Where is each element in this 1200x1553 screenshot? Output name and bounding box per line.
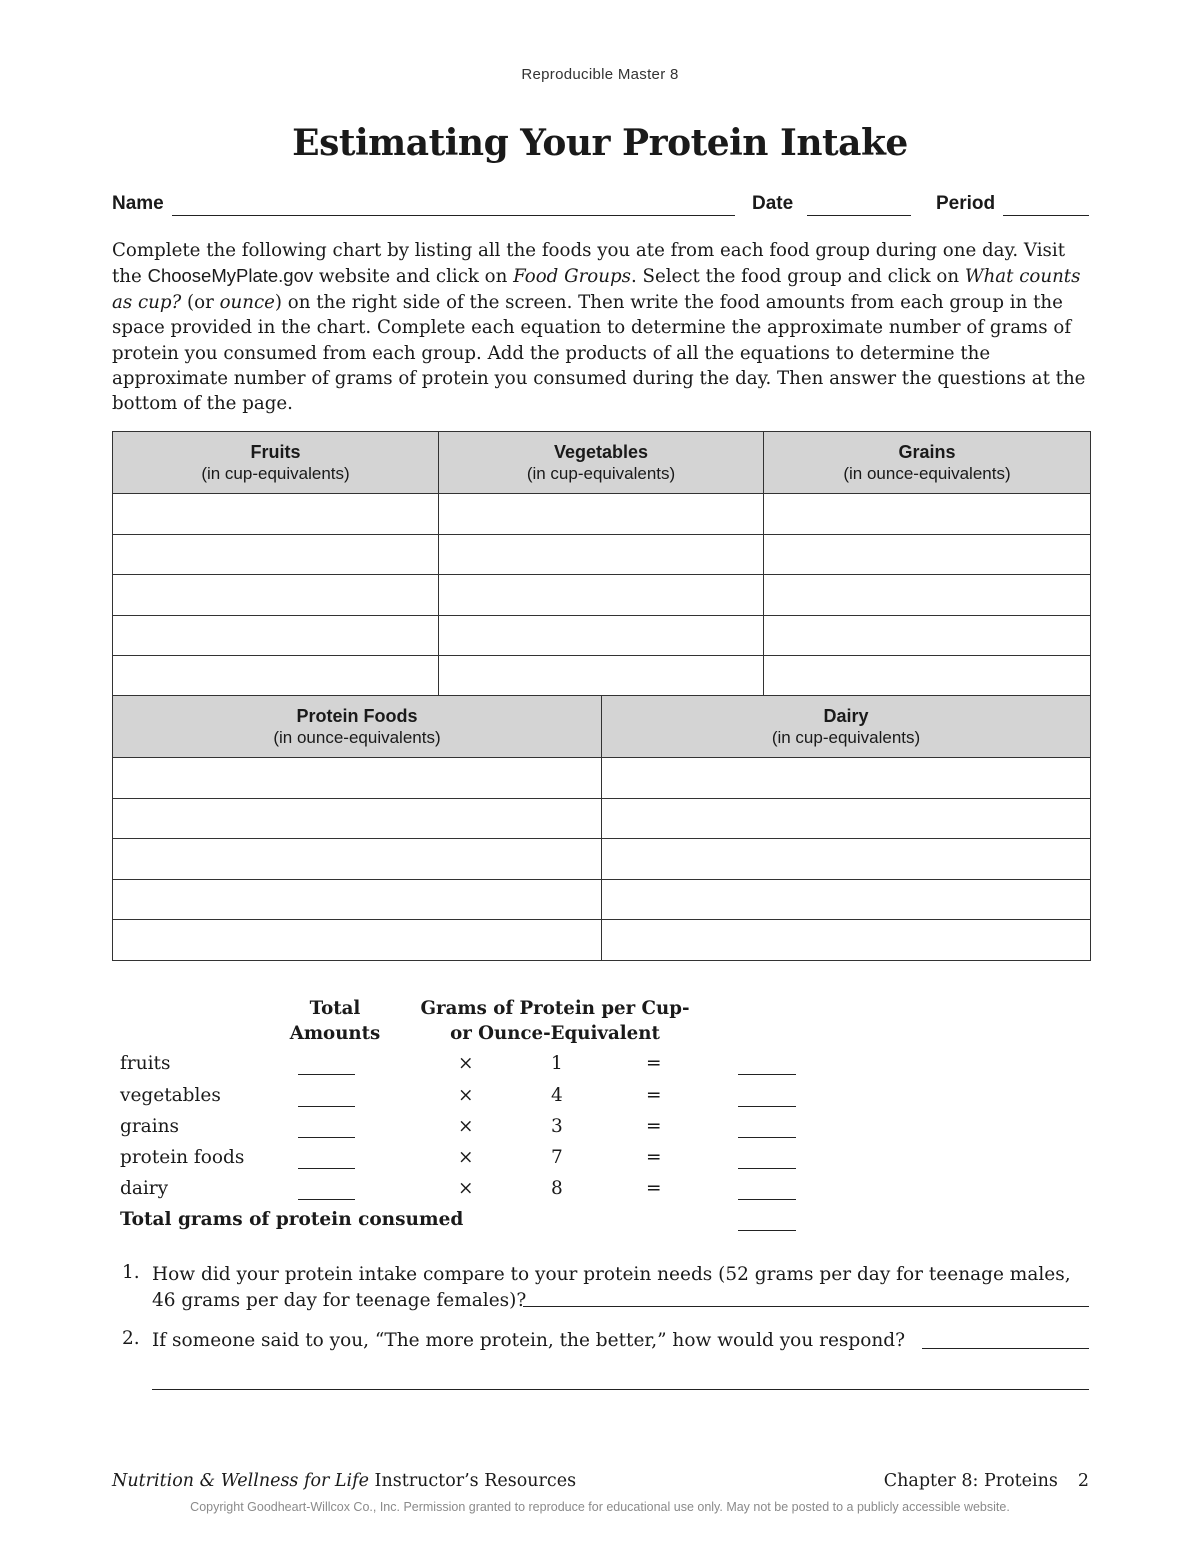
vegetables-cell[interactable] [439,534,764,575]
times-sign: × [458,1085,474,1106]
food-chart-bottom [112,695,1091,961]
protein-foods-result-blank[interactable] [738,1168,796,1169]
dairy-cell[interactable] [602,839,1091,880]
protein-foods-header: Protein Foods (in ounce-equivalents) [113,696,602,758]
footer-book-title: Nutrition & Wellness for Life Instructor’s Resources [112,1471,577,1491]
table-row [113,839,1091,880]
total-protein-label: Total grams of protein consumed [120,1209,464,1230]
master-label: Reproducible Master 8 [521,66,679,83]
instructions-text-5: ) on the right side of the screen. Then write the food amounts from each group in the space provided in the chart. Complete each equation to determine the approximate number of grams of protein you consumed from each group. Add the products of all the equations to determine the approximate number of grams of protein you consumed during the day. Then answer the questions at the bottom of the page. [112,291,1086,415]
website-name: ChooseMyPlate.gov [147,265,314,287]
times-sign: × [458,1178,474,1199]
total-amounts-header: Total Amounts [289,998,381,1044]
table-row [113,575,1091,616]
fruits-total-blank[interactable] [298,1074,355,1075]
vegetables-cell[interactable] [439,575,764,616]
date-field[interactable] [807,215,911,216]
protein-foods-cell[interactable] [113,839,602,880]
info-row [112,193,1089,219]
question-1-line-1: How did your protein intake compare to your protein needs (52 grams per day for teenage males, [152,1264,1071,1285]
protein-foods-cell[interactable] [113,758,602,799]
eq-label-protein-foods: protein foods [120,1147,245,1168]
protein-foods-total-blank[interactable] [298,1168,355,1169]
question-2-answer-line-2[interactable] [152,1389,1089,1390]
equals-sign: = [646,1085,662,1106]
page-number: 2 [1077,1471,1089,1491]
grains-cell[interactable] [764,494,1091,535]
period-field[interactable] [1003,215,1089,216]
protein-foods-cell[interactable] [113,798,602,839]
name-field[interactable] [172,215,735,216]
dairy-result-blank[interactable] [738,1199,796,1200]
grams-value: 3 [551,1116,563,1137]
period-label: Period [936,193,996,214]
dairy-cell[interactable] [602,879,1091,920]
vegetables-result-blank[interactable] [738,1106,796,1107]
table-row [113,534,1091,575]
table-row [113,758,1091,799]
question-2-answer-line[interactable] [922,1348,1089,1349]
grains-result-blank[interactable] [738,1137,796,1138]
vegetables-total-blank[interactable] [298,1106,355,1107]
page-title: Estimating Your Protein Intake [292,122,908,164]
grams-value: 1 [551,1053,563,1074]
grains-cell[interactable] [764,575,1091,616]
table-row [113,615,1091,656]
grains-cell[interactable] [764,656,1091,697]
instructions-text-3: . Select the food group and click on [630,266,965,288]
protein-foods-cell[interactable] [113,879,602,920]
question-1-line-2: 46 grams per day for teenage females)? [152,1290,527,1311]
ounce-term: ounce [219,291,275,313]
eq-label-fruits: fruits [120,1053,171,1074]
eq-label-grains: grains [120,1116,180,1137]
question-1-number: 1. [122,1262,140,1283]
equals-sign: = [646,1178,662,1199]
grains-cell[interactable] [764,615,1091,656]
instructions-text-4: (or [181,291,220,313]
question-2-text: If someone said to you, “The more protein, the better,” how would you respond? [152,1330,906,1351]
table-row [113,494,1091,535]
dairy-cell[interactable] [602,758,1091,799]
fruits-header: Fruits (in cup-equivalents) [113,432,439,494]
table-row [113,920,1091,961]
vegetables-header: Vegetables (in cup-equivalents) [439,432,764,494]
vegetables-cell[interactable] [439,615,764,656]
grams-per-equivalent-header: Grams of Protein per Cup- or Ounce-Equivalent [420,998,690,1044]
equals-sign: = [646,1116,662,1137]
vegetables-cell[interactable] [439,656,764,697]
footer-chapter: Chapter 8: Proteins 2 [883,1471,1089,1491]
fruits-cell[interactable] [113,534,439,575]
protein-foods-cell[interactable] [113,920,602,961]
instructions-text-2: website and click on [313,266,514,288]
food-chart-top [112,431,1091,697]
total-protein-blank[interactable] [738,1230,796,1231]
dairy-cell[interactable] [602,798,1091,839]
instructions-text-1: Complete the following chart by listing all the foods you ate from each food group during one day. Visit the [112,240,1066,288]
date-label: Date [752,193,794,214]
table-row [113,879,1091,920]
fruits-cell[interactable] [113,494,439,535]
equals-sign: = [646,1147,662,1168]
fruits-cell[interactable] [113,656,439,697]
dairy-header: Dairy (in cup-equivalents) [602,696,1091,758]
fruits-cell[interactable] [113,575,439,616]
question-1-answer-line[interactable] [523,1306,1089,1307]
grains-cell[interactable] [764,534,1091,575]
food-groups-term: Food Groups [513,266,631,288]
table-row [113,656,1091,697]
fruits-cell[interactable] [113,615,439,656]
grams-value: 8 [551,1178,563,1199]
eq-label-vegetables: vegetables [120,1085,221,1106]
dairy-cell[interactable] [602,920,1091,961]
table-row [113,798,1091,839]
copyright-notice: Copyright Goodheart-Willcox Co., Inc. Permission granted to reproduce for educational use only. May not be posted to a publicly accessible website. [190,1500,1010,1514]
grams-value: 4 [551,1085,563,1106]
instructions [112,238,1092,417]
dairy-total-blank[interactable] [298,1199,355,1200]
grains-total-blank[interactable] [298,1137,355,1138]
vegetables-cell[interactable] [439,494,764,535]
equals-sign: = [646,1053,662,1074]
times-sign: × [458,1053,474,1074]
name-label: Name [112,193,164,214]
eq-label-dairy: dairy [120,1178,169,1199]
times-sign: × [458,1147,474,1168]
grains-header: Grains (in ounce-equivalents) [764,432,1091,494]
grams-value: 7 [551,1147,563,1168]
fruits-result-blank[interactable] [738,1074,796,1075]
times-sign: × [458,1116,474,1137]
what-counts-term: What counts as cup? [112,266,1081,313]
question-2-number: 2. [122,1328,140,1349]
